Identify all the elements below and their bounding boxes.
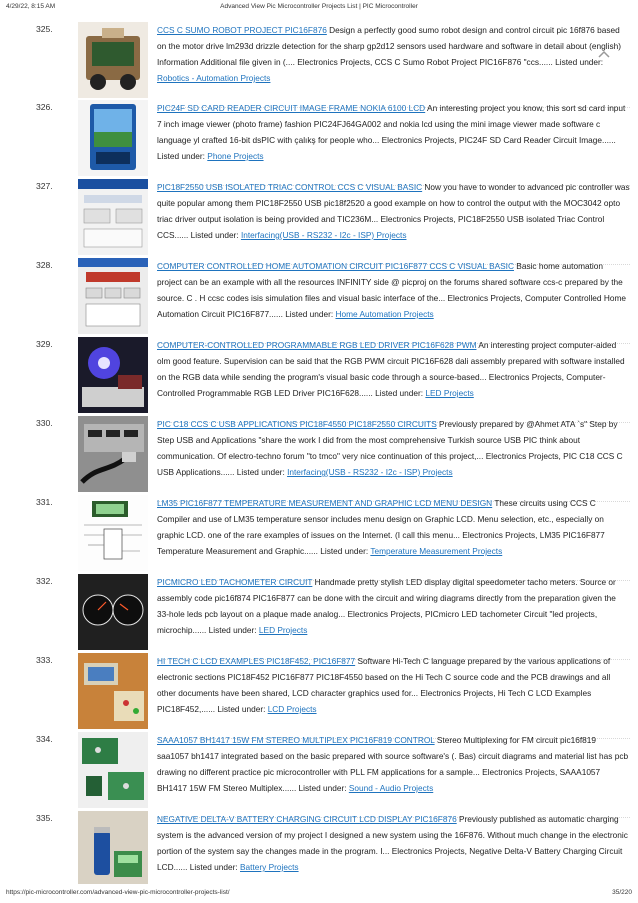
page-counter: 35/220: [612, 889, 632, 896]
project-title-link[interactable]: PICMICRO LED TACHOMETER CIRCUIT: [157, 577, 313, 587]
project-item: [0, 22, 638, 108]
project-thumbnail[interactable]: [78, 337, 148, 413]
project-item: [0, 811, 638, 884]
category-link[interactable]: LED Projects: [258, 625, 308, 635]
item-number: 334.: [36, 734, 53, 744]
project-thumbnail[interactable]: [78, 732, 148, 808]
project-item: [0, 416, 638, 502]
chevron-up-icon[interactable]: [598, 50, 610, 58]
project-description: Basic home automation project can be an example with all the resources INFINITY side @ picproj on the forums shared software ccs-c prepared by the source. C . H ccsc codes isis simulation files and visual basic interface of the... Electronics Projects, Computer Controlled Home Automation Circuit PIC16F877...... Listed under:: [157, 261, 626, 319]
item-number: 332.: [36, 576, 53, 586]
item-text: [157, 416, 630, 480]
item-text: [157, 574, 630, 638]
item-number: 326.: [36, 102, 53, 112]
project-title-link[interactable]: COMPUTER-CONTROLLED PROGRAMMABLE RGB LED DRIVER PIC16F628 PWM: [157, 340, 477, 350]
project-thumbnail[interactable]: [78, 811, 148, 884]
item-number: 330.: [36, 418, 53, 428]
category-link[interactable]: Phone Projects: [207, 151, 264, 161]
project-list: [0, 22, 638, 884]
category-link[interactable]: Robotics - Automation Projects: [157, 73, 271, 83]
project-description: Software Hi-Tech C language prepared by the various applications of electronic sections PIC18F452 PIC16F877 PIC18F4550 based on the Hi Tech C source code and the PCB drawings and all other documents have been shared, LCD character graphics used for... Electronics Projects, Hi Tech C LCD Examples PIC18F452,...... Listed under:: [157, 656, 611, 714]
project-item: [0, 653, 638, 739]
project-title-link[interactable]: CCS C SUMO ROBOT PROJECT PIC16F876: [157, 25, 327, 35]
project-title-link[interactable]: PIC18F2550 USB ISOLATED TRIAC CONTROL CCS C VISUAL BASIC: [157, 182, 423, 192]
item-text: [157, 653, 630, 717]
project-item: [0, 732, 638, 818]
item-text: [157, 495, 630, 559]
project-description: An interesting project computer-aided olm good feature. Supervision can be said that the RGB PWM circuit PIC16F628 dali assembly prepared with software installed on the RGB data while sending the program's visual basic code through a source-based... Electronics Projects, Computer-Controlled Programmable RGB LED Driver PIC16F628...... Listed under:: [157, 340, 625, 398]
project-title-link[interactable]: LM35 PIC16F877 TEMPERATURE MEASUREMENT AND GRAPHIC LCD MENU DESIGN: [157, 498, 493, 508]
project-thumbnail[interactable]: [78, 574, 148, 650]
category-link[interactable]: LED Projects: [425, 388, 474, 398]
project-description: Design a perfectly good sumo robot design and control circuit pic 16f876 based on the motor drive lm293d drizzle detection for the sharp gp2d12 sensors used hardware and software in detail about (english) Information Additional file given in (.... Electronics Projects, CCS C Sumo Robot Project PIC16F876 "ccs...... Listed under:: [157, 25, 621, 67]
project-thumbnail[interactable]: [78, 495, 148, 571]
item-number: 328.: [36, 260, 53, 270]
project-item: [0, 179, 638, 265]
item-number: 331.: [36, 497, 53, 507]
item-text: [157, 337, 630, 401]
project-title-link[interactable]: COMPUTER CONTROLLED HOME AUTOMATION CIRCUIT PIC16F877 CCS C VISUAL BASIC: [157, 261, 514, 271]
project-title-link[interactable]: PIC C18 CCS C USB APPLICATIONS PIC18F4550 PIC18F2550 CIRCUITS: [157, 419, 437, 429]
project-description: Stereo Multiplexing for FM circuit pic16f819 saa1057 bh1417 integrated based on the basic prepared with source software's (. Bas) circuit diagrams and material list has pcb drawing no different practice pic microcontroller with PLL FM applications for a sample... Electronics Projects, SAAA1057 BH1417 15W FM Stereo Multiplex...... Listed under:: [157, 735, 629, 793]
item-number: 333.: [36, 655, 53, 665]
item-text: [157, 811, 630, 875]
project-item: [0, 337, 638, 423]
project-description: Handmade pretty stylish LED display digital speedometer tacho meters. Source or assembly code pic16f874 PIC16F877 can be done with the circuit and wiring diagrams directly from the preparation given the 33-hole leds pcb layout on a plaque made analog... Electronics Projects, PICmicro LED tachometer Circuit "led projects, microchip...... Listed under:: [157, 577, 616, 635]
project-description: These circuits using CCS C Compiler and use of LM35 temperature sensor includes menu design on Graphic LCD. Menu selection, etc., especially on graphic LCD. one of the rare examples of issues on the Internet. (I call this menu... Electronics Projects, LM35 PIC16F877 Temperature Measurement and Graphic...... Listed under:: [157, 498, 605, 556]
item-text: [157, 100, 630, 164]
project-title-link[interactable]: SAAA1057 BH1417 15W FM STEREO MULTIPLEX PIC16F819 CONTROL: [157, 735, 435, 745]
category-link[interactable]: Temperature Measurement Projects: [370, 546, 503, 556]
project-item: [0, 574, 638, 660]
item-text: [157, 732, 630, 796]
project-item: [0, 495, 638, 581]
item-number: 325.: [36, 24, 53, 34]
item-text: [157, 258, 630, 322]
project-thumbnail[interactable]: [78, 416, 148, 492]
project-item: [0, 258, 638, 344]
project-thumbnail[interactable]: [78, 258, 148, 334]
category-link[interactable]: Interfacing(USB - RS232 - I2c - ISP) Projects: [287, 467, 453, 477]
print-url: https://pic-microcontroller.com/advanced-view-pic-microcontroller-projects-list/: [6, 889, 230, 896]
project-thumbnail[interactable]: [78, 100, 148, 176]
category-link[interactable]: Interfacing(USB - RS232 - I2c - ISP) Projects: [240, 230, 407, 240]
project-title-link[interactable]: NEGATIVE DELTA-V BATTERY CHARGING CIRCUIT LCD DISPLAY PIC16F876: [157, 814, 457, 824]
item-text: [157, 22, 630, 86]
project-description: Previously prepared by @Ahmet ATA `s" Step by Step USB and Applications "share the work I did from the most comprehensive Turkish source USB PIC think about communication. Of electro-techno forum "to tmco" very nice continuation of this project,... Electronics Projects, PIC C18 CCS C USB Applications...... Listed under:: [157, 419, 623, 477]
project-description: Now you have to wonder to advanced pic controller was quite popular among them PIC18F2550 USB pic18f2520 a good example on how to control the output with the MOC3042 opto triac driver output isolation is being provided and TIC236M... Electronics Projects, PIC18F2550 USB isolated Triac Control CCS...... Listed under:: [157, 182, 630, 240]
project-thumbnail[interactable]: [78, 22, 148, 98]
item-number: 329.: [36, 339, 53, 349]
category-link[interactable]: Sound - Audio Projects: [348, 783, 434, 793]
print-title: Advanced View Pic Microcontroller Projects List | PIC Microcontroller: [220, 3, 418, 10]
project-item: [0, 100, 638, 186]
item-number: 327.: [36, 181, 53, 191]
category-link[interactable]: LCD Projects: [267, 704, 317, 714]
project-title-link[interactable]: HI TECH C LCD EXAMPLES PIC18F452, PIC16F877: [157, 656, 356, 666]
project-thumbnail[interactable]: [78, 179, 148, 255]
print-header: [6, 3, 632, 15]
item-number: 335.: [36, 813, 53, 823]
project-thumbnail[interactable]: [78, 653, 148, 729]
print-datetime: 4/29/22, 8:15 AM: [6, 3, 56, 10]
print-footer: [6, 889, 632, 899]
project-description: An interesting project you know, this sort sd card input 7 inch image viewer (photo frame) fashion PIC24FJ64GA002 and nokia lcd using the mini image viewer made software c language yl crafted 16-bit dsPIC with çalıkş for people who... Electronics Projects, PIC24F SD Card Reader Circuit Image...... Listed under:: [157, 103, 626, 161]
category-link[interactable]: Battery Projects: [240, 862, 299, 872]
project-description: Previously published as automatic charging system is the advanced version of my project I designed a new system using the 16F876. Without much change in the electronic portion of the system say the changes made in the program. I... Electronics Projects, Negative Delta-V Battery Charging Circuit LCD...... Listed under:: [157, 814, 628, 872]
item-text: [157, 179, 630, 243]
category-link[interactable]: Home Automation Projects: [335, 309, 434, 319]
project-title-link[interactable]: PIC24F SD CARD READER CIRCUIT IMAGE FRAME NOKIA 6100 LCD: [157, 103, 426, 113]
